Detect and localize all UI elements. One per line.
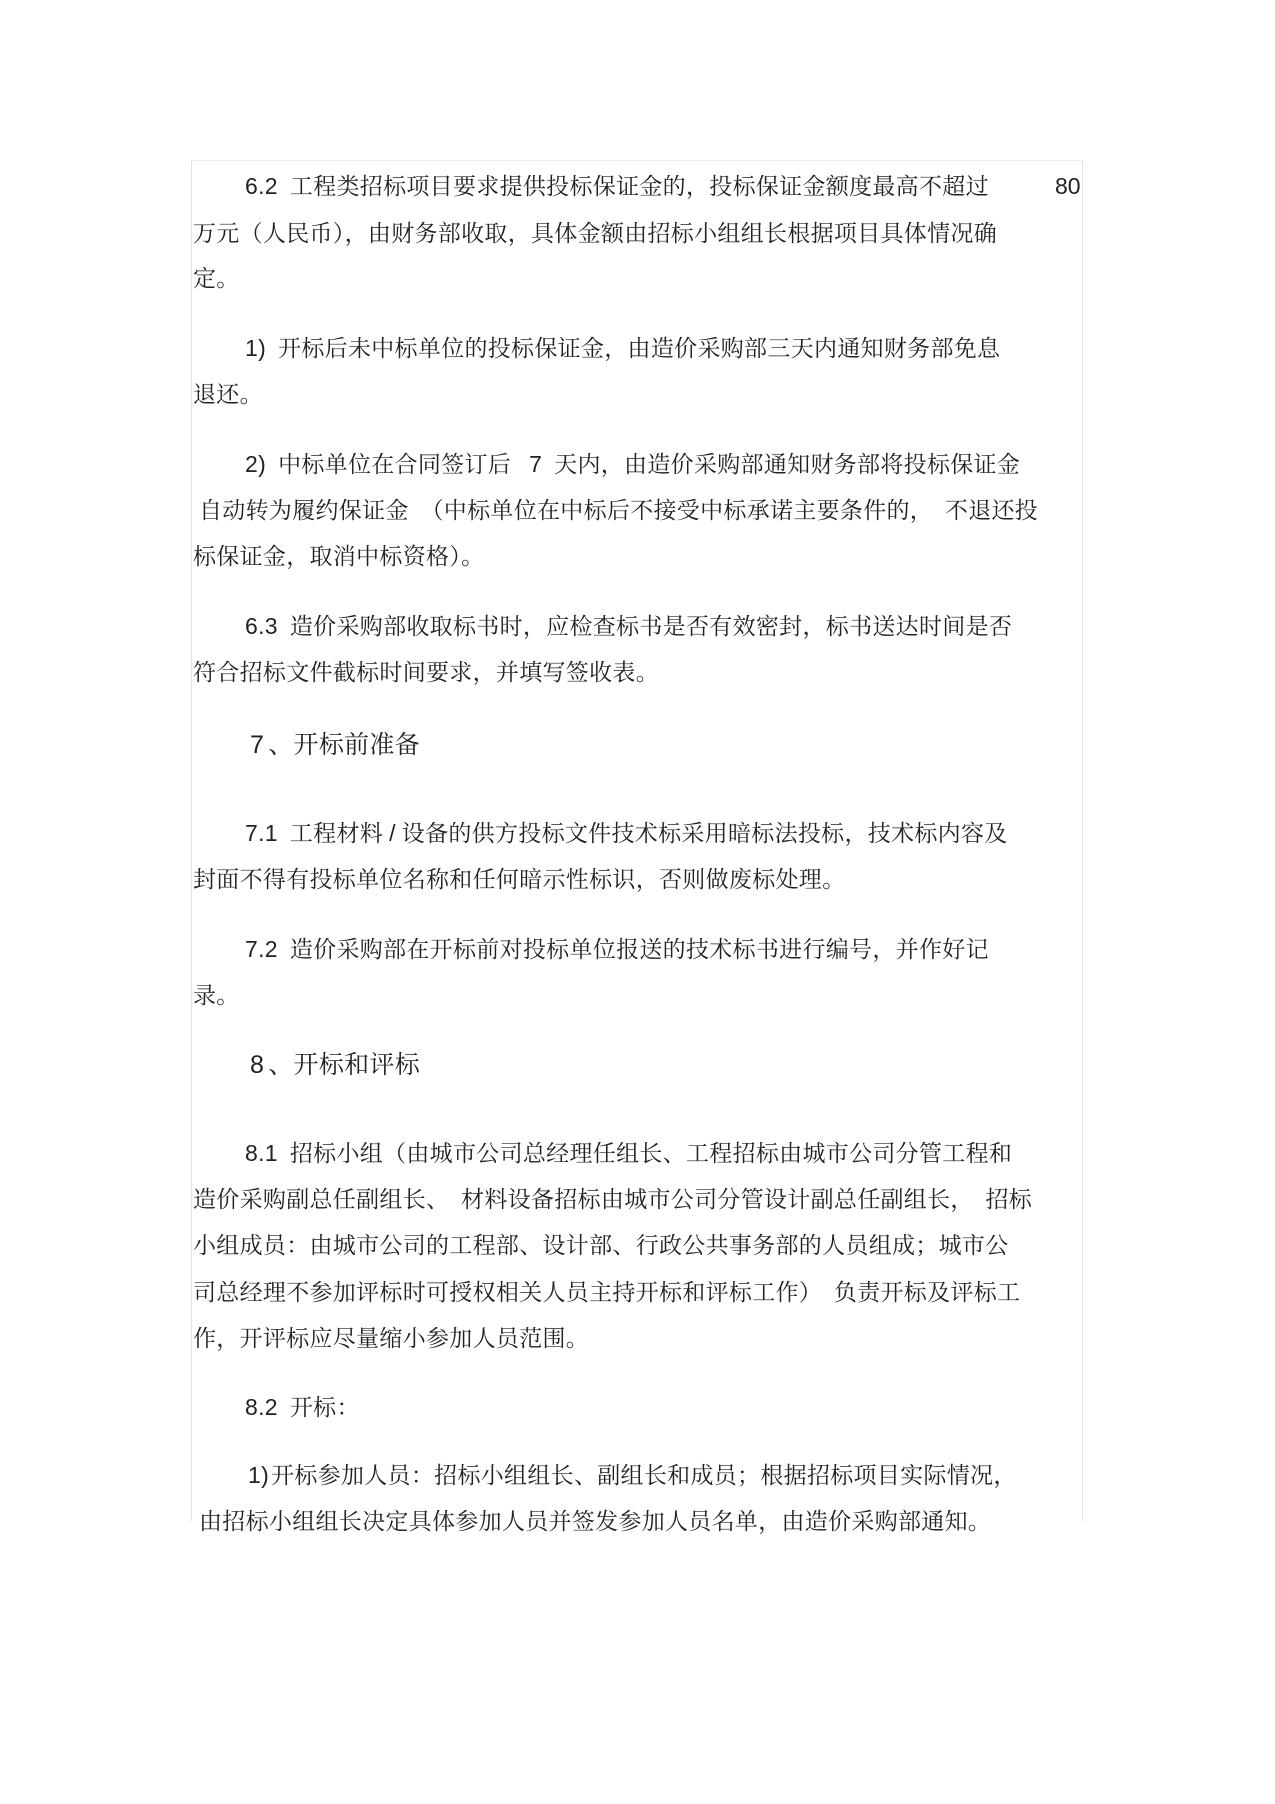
section-7-1-line-2: 封面不得有投标单位名称和任何暗示性标识，否则做废标处理。: [193, 867, 846, 893]
line-text: 工程类招标项目要求提供投标保证金的，投标保证金额度最高不超过: [289, 174, 989, 200]
line-text: 招标小组（由城市公司总经理任组长、工程招标由城市公司分管工程和: [289, 1141, 1013, 1167]
line-text: 造价采购部在开标前对投标单位报送的技术标书进行编号，并作好记: [289, 937, 989, 963]
section-7-2-line-2: 录。: [193, 983, 240, 1009]
item-3-line-1: [248, 1460, 1017, 1491]
item-1-line-1: [245, 333, 1000, 364]
line-text: 工程材料: [289, 821, 384, 847]
heading-text: 、开标前准备: [268, 730, 421, 759]
day-count: 7: [529, 451, 543, 477]
heading-text: 、开标和评标: [268, 1050, 421, 1079]
section-number: 7.1: [245, 820, 278, 846]
amount-number: 80: [1055, 173, 1081, 199]
section-6-3-line-2: 符合招标文件截标时间要求，并填写签收表。: [193, 660, 659, 686]
item-1-line-2: 退还。: [193, 382, 263, 408]
line-text: 开标参加人员：招标小组组长、副组长和成员；根据招标项目实际情况，: [271, 1463, 1017, 1489]
section-6-2-line-2: 万元（人民币），由财务部收取，具体金额由招标小组组长根据项目具体情况确: [193, 221, 997, 247]
line-text: 造价采购部收取标书时，应检查标书是否有效密封，标书送达时间是否: [289, 614, 1013, 640]
line-text: 设备的供方投标文件技术标采用暗标法投标，技术标内容及: [401, 821, 1008, 847]
line-text: 开标后未中标单位的投标保证金，由造价采购部三天内通知财务部免息: [278, 336, 1001, 362]
line-text: 天内，由造价采购部通知财务部将投标保证金: [554, 452, 1021, 478]
line-text: 中标单位在合同签订后: [278, 452, 512, 478]
section-6-3-line-1: [245, 611, 1012, 642]
section-number: 6.2: [245, 173, 278, 199]
section-8-1-line-5: 作，开评标应尽量缩小参加人员范围。: [193, 1326, 590, 1352]
line-text: 开标：: [289, 1395, 360, 1421]
section-8-1-line-3: 小组成员：由城市公司的工程部、设计部、行政公共事务部的人员组成；城市公: [193, 1233, 1009, 1259]
slash: /: [389, 820, 396, 846]
heading-number: 7: [250, 731, 265, 759]
section-8-1-line-2: 造价采购副总任副组长、 材料设备招标由城市公司分管设计副总任副组长， 招标: [193, 1187, 1033, 1213]
section-6-2-line-1: [245, 171, 989, 202]
section-6-2-line-3: 定。: [193, 266, 240, 292]
section-number: 6.3: [245, 613, 278, 639]
item-3-line-2: 由招标小组组长决定具体参加人员并签发参加人员名单，由造价采购部通知。: [199, 1509, 992, 1535]
item-number: 1): [248, 1462, 270, 1488]
heading-number: 8: [250, 1051, 265, 1079]
section-8-1-line-1: [245, 1138, 1012, 1169]
section-number: 7.2: [245, 936, 278, 962]
heading-7: [250, 730, 420, 760]
section-8-1-line-4: 司总经理不参加评标时可授权相关人员主持开标和评标工作） 负责开标及评标工: [193, 1280, 1021, 1306]
section-number: 8.1: [245, 1140, 278, 1166]
heading-8: [250, 1050, 420, 1080]
section-7-1-line-1: [245, 818, 1008, 849]
item-2-line-1: [245, 449, 1020, 480]
item-2-line-2: 自动转为履约保证金 （中标单位在中标后不接受中标承诺主要条件的， 不退还投: [199, 498, 1039, 524]
section-number: 8.2: [245, 1394, 278, 1420]
section-7-2-line-1: [245, 934, 989, 965]
item-number: 1): [245, 335, 267, 361]
item-2-line-3: 标保证金，取消中标资格）。: [193, 544, 485, 570]
item-number: 2): [245, 451, 267, 477]
section-8-2: [245, 1392, 360, 1423]
